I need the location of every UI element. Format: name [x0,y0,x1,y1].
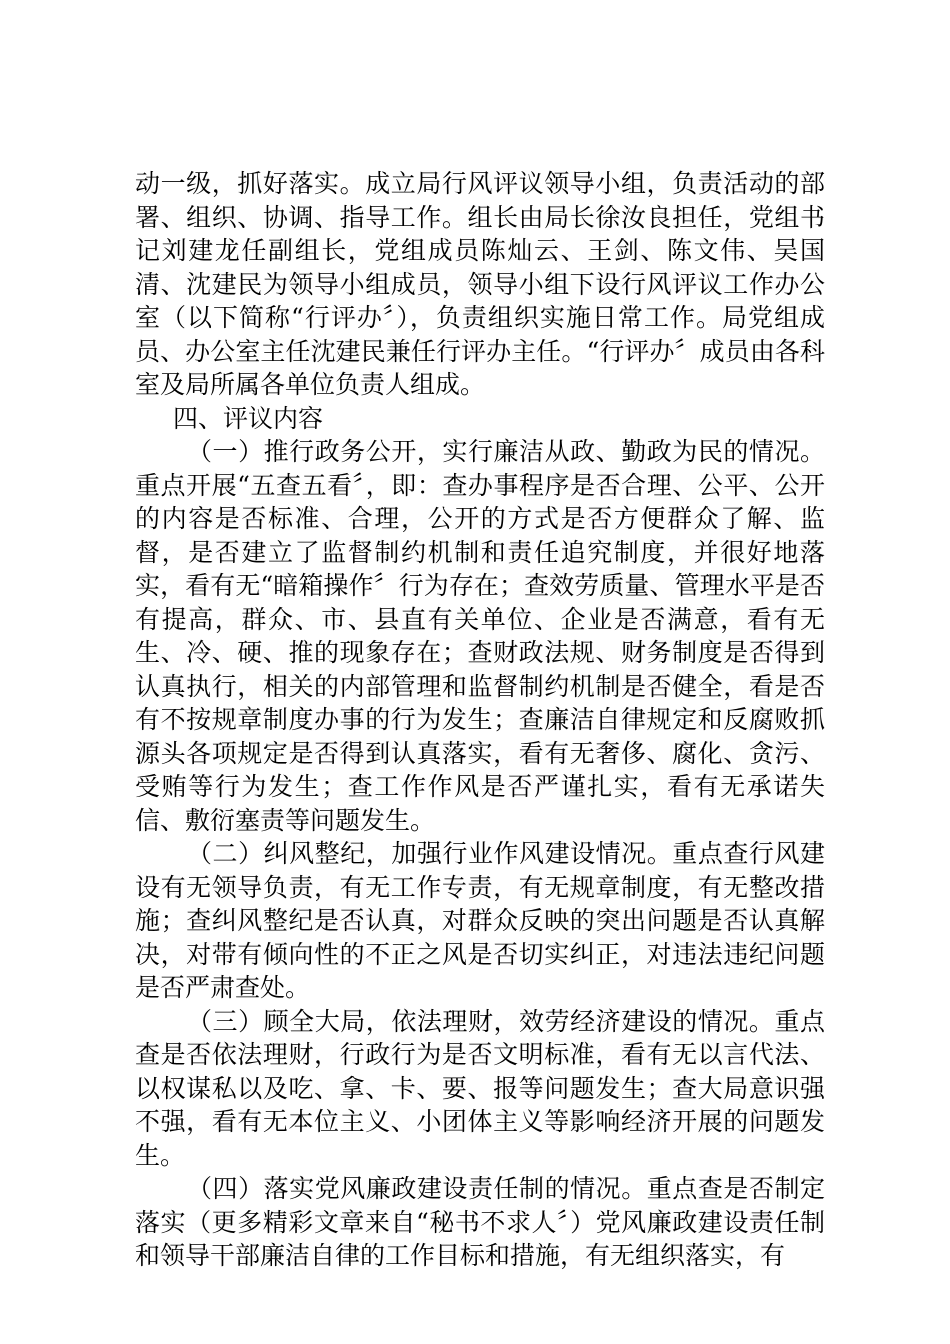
section-heading-review-content: 四、评议内容 [173,403,324,433]
paragraph-item-4: （四）落实党风廉政建设责任制的情况。重点查是否制定落实（更多精彩文章来自“秘书不求人〞）党风廉政建设责任制和领导干部廉洁自律的工作目标和措施，有无组织落实，有 [135,1174,825,1270]
document-body [135,167,825,1273]
paragraph-item-1: （一）推行政务公开，实行廉洁从政、勤政为民的情况。重点开展“五查五看〞，即：查办事程序是否合理、公平、公开的内容是否标准、合理，公开的方式是否方便群众了解、监督，是否建立了监督制约机制和责任追究制度，并很好地落实，看有无“暗箱操作〞行为存在；查效劳质量、管理水平是否有提高，群众、市、县直有关单位、企业是否满意，看有无生、冷、硬、推的现象存在；查财政法规、财务制度是否得到认真执行，相关的内部管理和监督制约机制是否健全，看是否有不按规章制度办事的行为发生；查廉洁自律规定和反腐败抓源头各项规定是否得到认真落实，看有无奢侈、腐化、贪污、受贿等行为发生；查工作作风是否严谨扎实，看有无承诺失信、敷衍塞责等问题发生。 [135,437,825,835]
paragraph-item-3: （三）顾全大局，依法理财，效劳经济建设的情况。重点查是否依法理财，行政行为是否文明标准，看有无以言代法、以权谋私以及吃、拿、卡、要、报等问题发生；查大局意识强不强，看有无本位主义、小团体主义等影响经济开展的问题发生。 [135,1006,825,1170]
paragraph-leading-group: 动一级，抓好落实。成立局行风评议领导小组，负责活动的部署、组织、协调、指导工作。组长由局长徐汝良担任，党组书记刘建龙任副组长，党组成员陈灿云、王剑、陈文伟、吴国清、沈建民为领导小组成员，领导小组下设行风评议工作办公室（以下简称“行评办〞），负责组织实施日常工作。局党组成员、办公室主任沈建民兼任行评办主任。“行评办〞成员由各科室及局所属各单位负责人组成。 [135,169,825,399]
paragraph-item-2: （二）纠风整纪，加强行业作风建设情况。重点查行风建设有无领导负责，有无工作专责，有无规章制度，有无整改措施；查纠风整纪是否认真，对群众反映的突出问题是否认真解决，对带有倾向性的不正之风是否切实纠正，对违法违纪问题是否严肃查处。 [135,839,825,1002]
